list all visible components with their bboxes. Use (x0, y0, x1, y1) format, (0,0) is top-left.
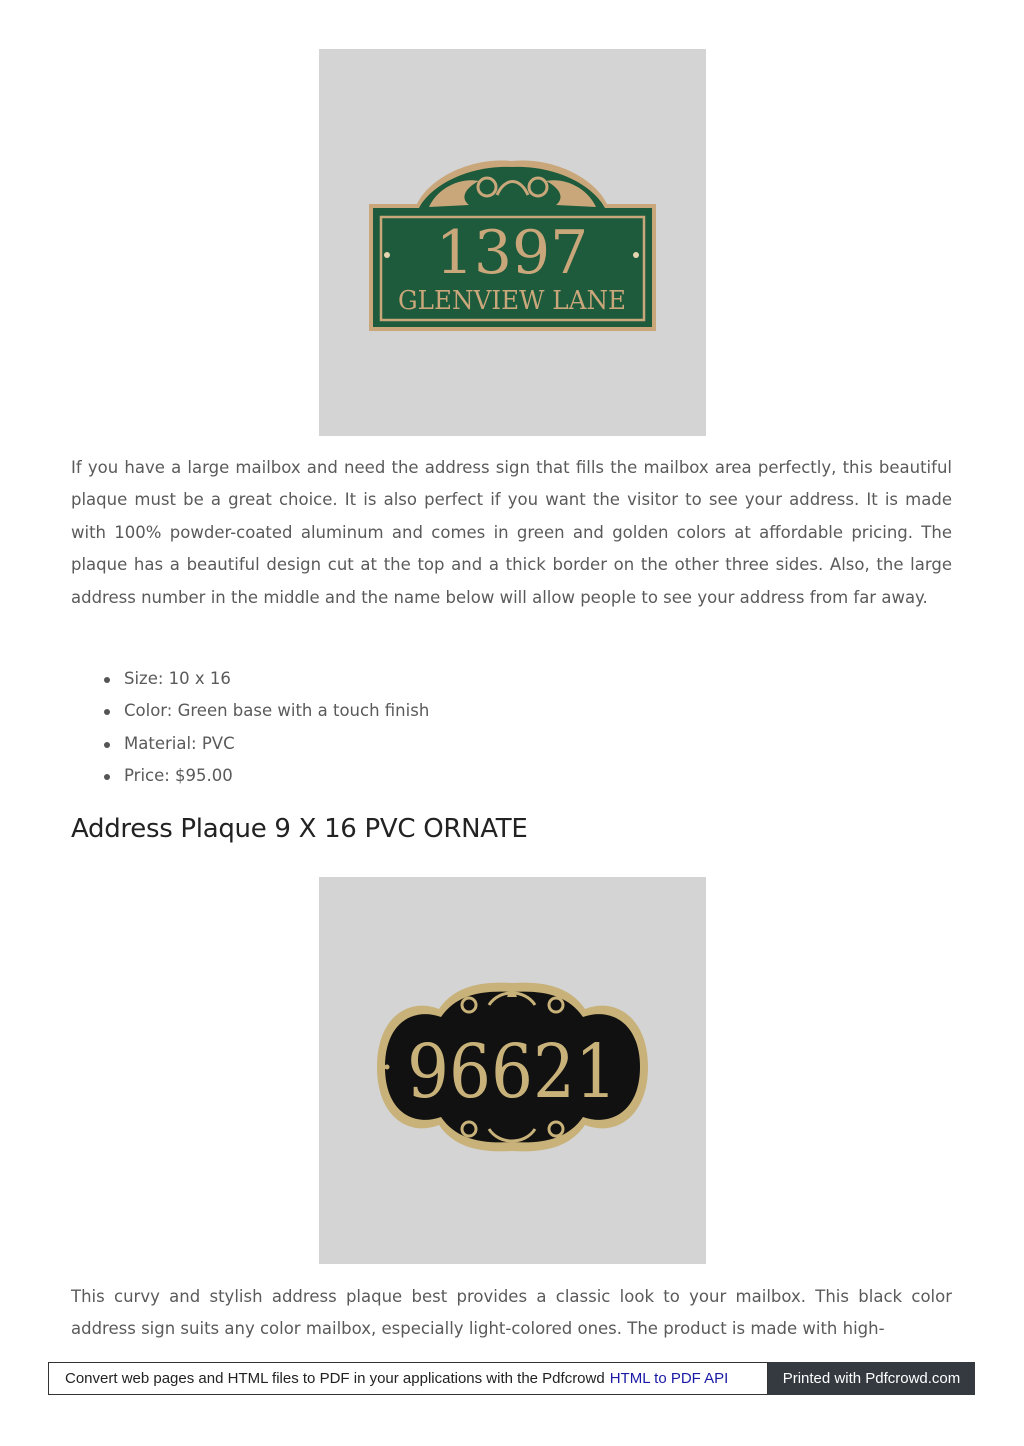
plaque1-feature-list (71, 663, 1005, 793)
pdfcrowd-badge[interactable]: Printed with Pdfcrowd.com (768, 1362, 975, 1395)
pdfcrowd-footer (48, 1362, 975, 1395)
plaque2-number: 96621 (407, 1029, 617, 1115)
plaque2-description: This curvy and stylish address plaque best provides a classic look to your mailbox. This black color address sign suits any color mailbox, especially light-colored ones. The product is made with high- (71, 1287, 952, 1339)
plaque1-description: If you have a large mailbox and need the address sign that fills the mailbox area perfectly, this beautiful plaque must be a great choice. It is also perfect if you want the visitor to see your address. It is made with 100% powder-coated aluminum and comes in green and golden colors at affordable pricing. The plaque has a beautiful design cut at the top and a thick border on the other three sides. Also, the large address number in the middle and the name below will allow people to see your address from far away. (71, 458, 952, 607)
green-plaque-image (319, 49, 706, 436)
plaque1-number: 1397 (435, 218, 589, 288)
list-item: Material: PVC (124, 728, 1005, 760)
list-item: Price: $95.00 (124, 760, 1005, 792)
list-item: Size: 10 x 16 (124, 663, 1005, 695)
section-heading: Address Plaque 9 X 16 PVC ORNATE (71, 814, 528, 844)
list-item: Color: Green base with a touch finish (124, 695, 1005, 727)
plaque1-street: GLENVIEW LANE (398, 286, 626, 316)
black-ornate-plaque-image (319, 877, 706, 1264)
html-to-pdf-api-link[interactable]: HTML to PDF API (609, 1370, 729, 1387)
footer-text: Convert web pages and HTML files to PDF in your applications with the Pdfcrowd (65, 1370, 605, 1387)
footer-notice (48, 1362, 768, 1395)
